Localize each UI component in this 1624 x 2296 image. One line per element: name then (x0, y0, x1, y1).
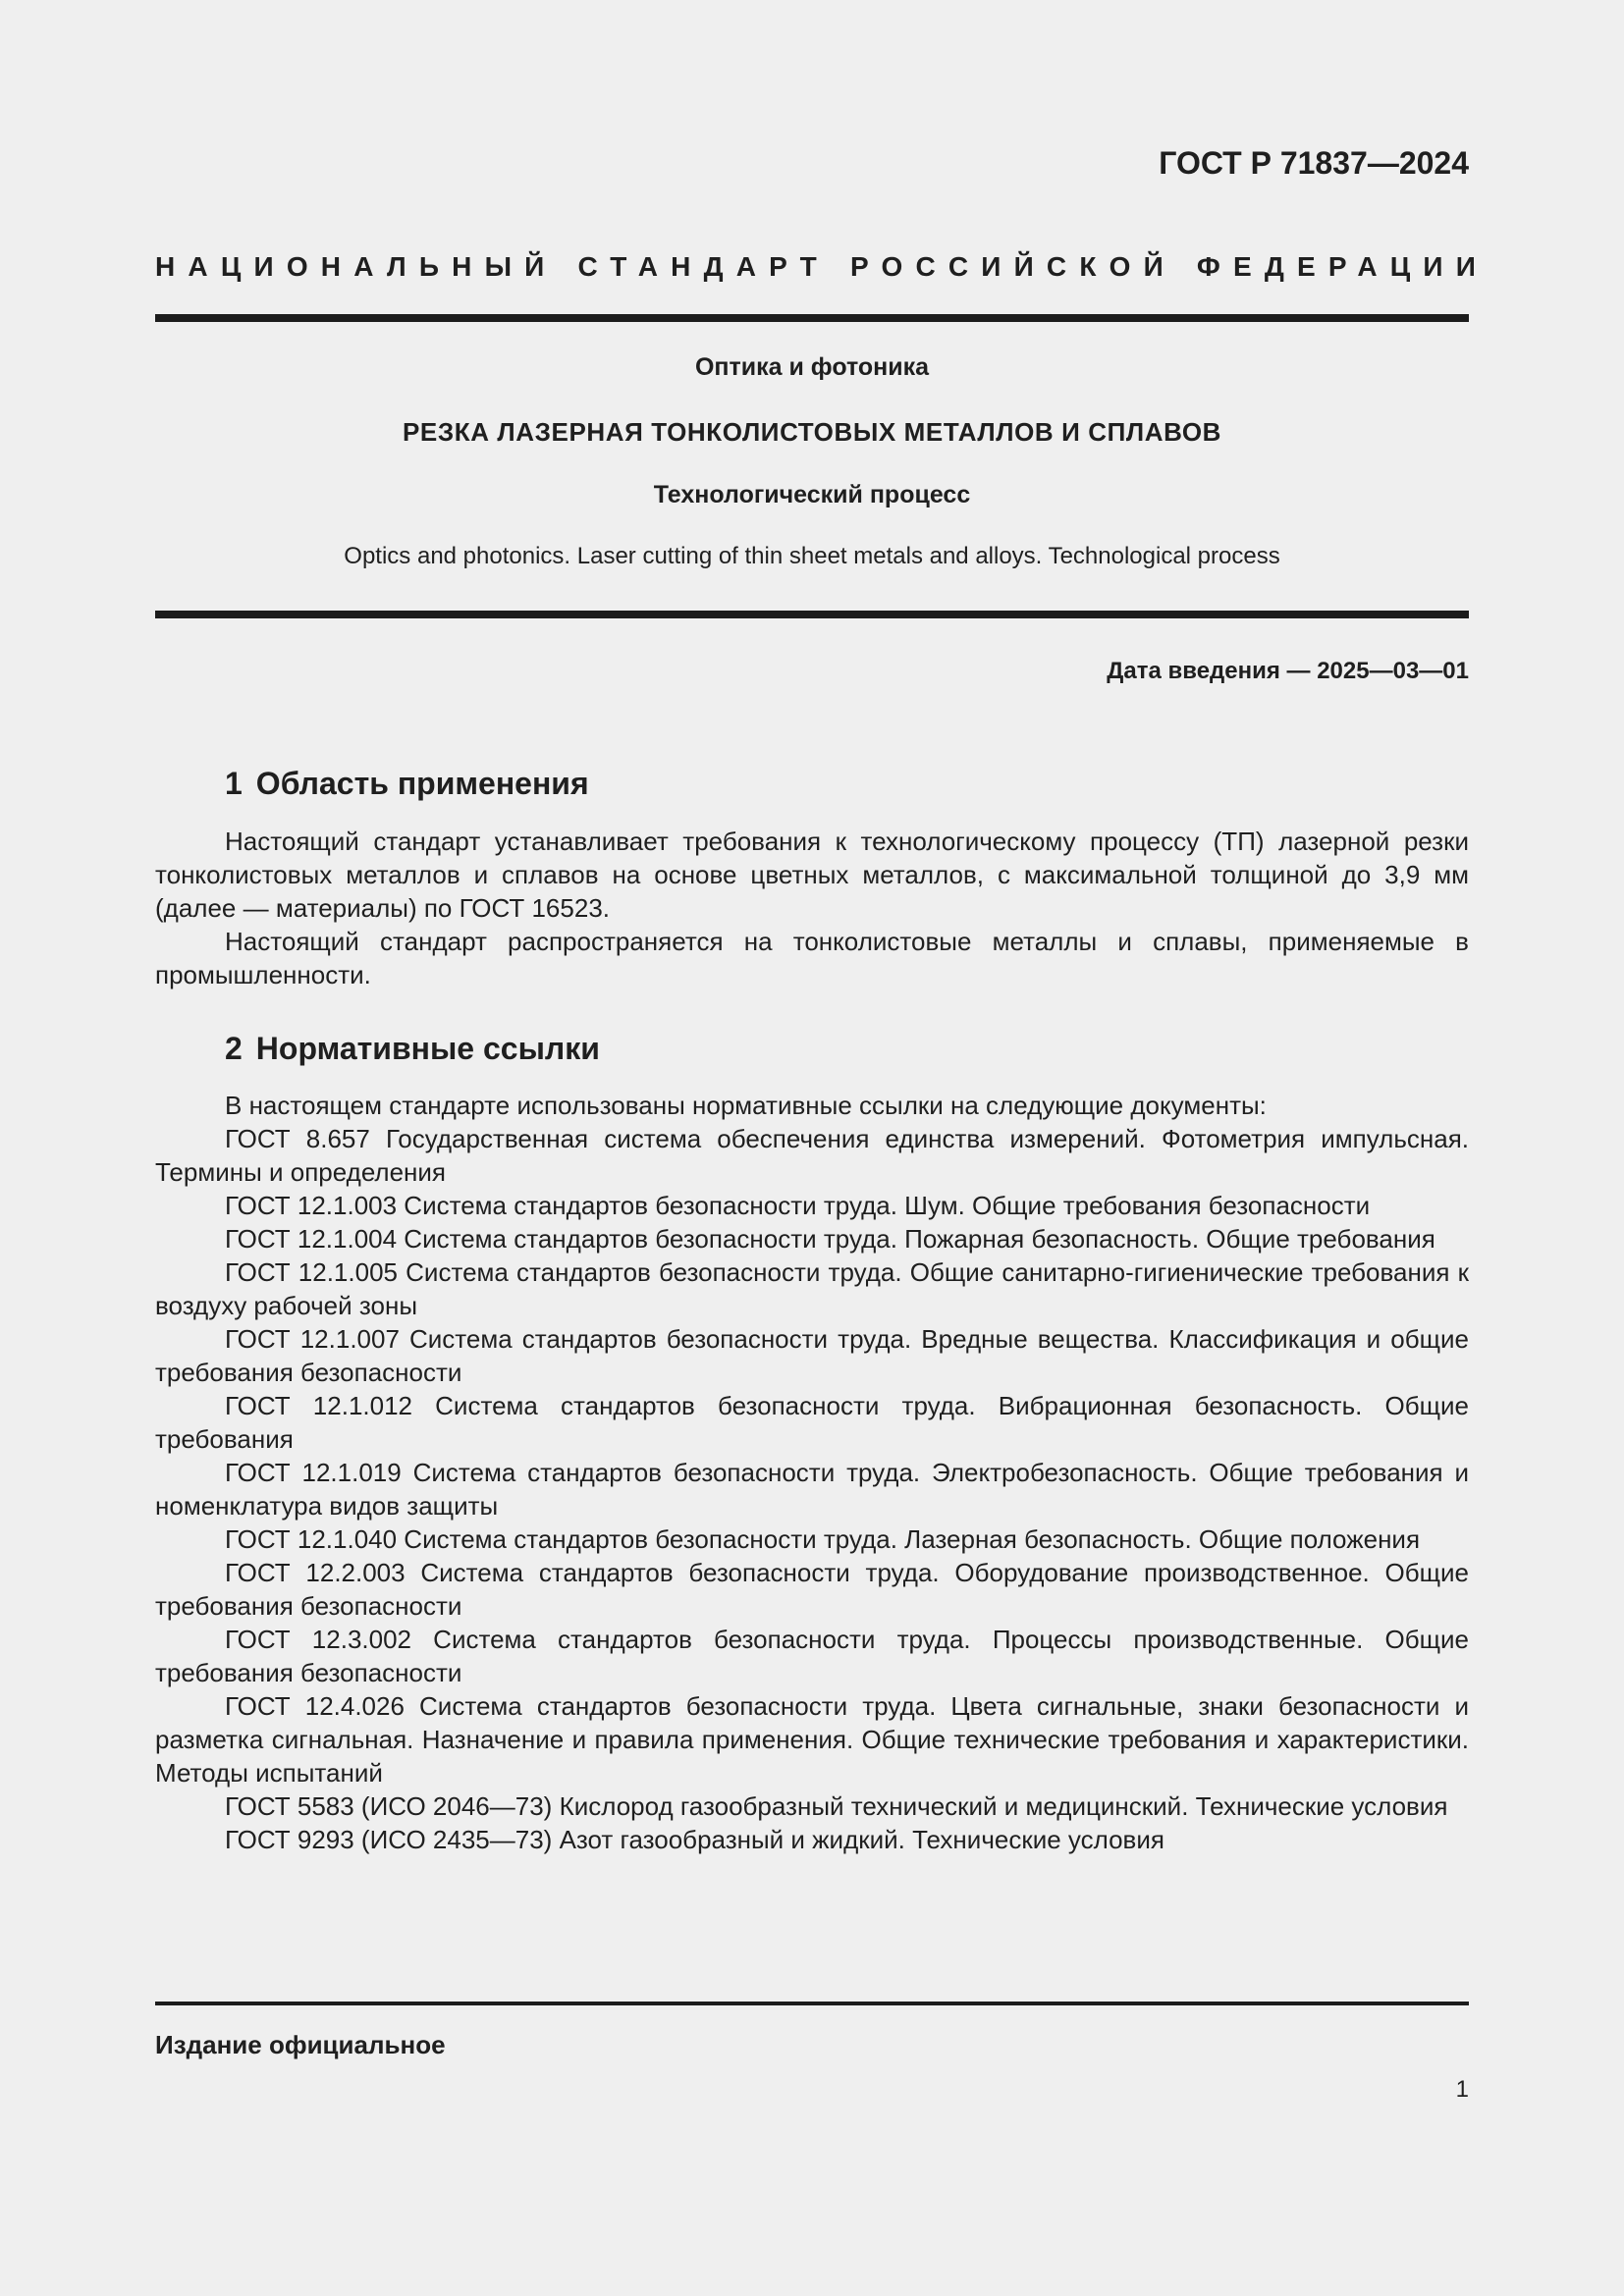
reference-list (155, 1122, 1469, 1856)
field-title: Оптика и фотоника (694, 353, 930, 381)
reference-item: ГОСТ 12.1.005 Система стандартов безопасности труда. Общие санитарно-гигиенические требования к воздуху рабочей зоны (155, 1257, 1469, 1320)
reference-item: ГОСТ 12.4.026 Система стандартов безопасности труда. Цвета сигнальные, знаки безопасности и разметка сигнальная. Назначение и правила применения. Общие технические требования и характеристики. Методы испытаний (155, 1691, 1469, 1788)
edition-label: Издание официальное (155, 2030, 446, 2059)
reference-item: ГОСТ 12.1.040 Система стандартов безопасности труда. Лазерная безопасность. Общие положения (225, 1524, 1421, 1554)
document-number: ГОСТ Р 71837—2024 (1159, 145, 1469, 181)
reference-item: ГОСТ 12.2.003 Система стандартов безопасности труда. Оборудование производственное. Общие требования безопасности (155, 1558, 1469, 1621)
section-2-body (155, 1089, 1469, 1856)
section-2-intro: В настоящем стандарте использованы нормативные ссылки на следующие документы: (225, 1091, 1267, 1120)
reference-item: ГОСТ 12.3.002 Система стандартов безопасности труда. Процессы производственные. Общие требования безопасности (155, 1625, 1469, 1687)
reference-item: ГОСТ 12.1.019 Система стандартов безопасности труда. Электробезопасность. Общие требования и номенклатура видов защиты (155, 1458, 1469, 1521)
introduction-date: Дата введения — 2025—03—01 (1107, 658, 1469, 684)
reference-item: ГОСТ 12.1.003 Система стандартов безопасности труда. Шум. Общие требования безопасности (225, 1191, 1371, 1220)
page-number: 1 (1455, 2076, 1469, 2103)
section-2-title: Нормативные ссылки (255, 1031, 600, 1066)
section-1-paragraph: Настоящий стандарт распространяется на тонколистовые металлы и сплавы, применяемые в промышленности. (155, 927, 1469, 989)
reference-item: ГОСТ 12.1.004 Система стандартов безопасности труда. Пожарная безопасность. Общие требования (225, 1224, 1435, 1254)
main-title: РЕЗКА ЛАЗЕРНАЯ ТОНКОЛИСТОВЫХ МЕТАЛЛОВ И СПЛАВОВ (402, 417, 1222, 447)
section-1-paragraph: Настоящий стандарт устанавливает требования к технологическому процессу (ТП) лазерной резки тонколистовых металлов и сплавов на основе цветных металлов, с максимальной толщиной до 3,9 мм (далее — материалы) по ГОСТ 16523. (155, 827, 1469, 923)
reference-item: ГОСТ 12.1.012 Система стандартов безопасности труда. Вибрационная безопасность. Общие требования (155, 1391, 1469, 1454)
national-standard-heading: НАЦИОНАЛЬНЫЙ СТАНДАРТ РОССИЙСКОЙ ФЕДЕРАЦИИ (155, 251, 1489, 282)
section-2-number: 2 (225, 1031, 243, 1066)
section-1-heading (225, 766, 589, 802)
subtitle: Технологический процесс (653, 481, 971, 508)
reference-item: ГОСТ 8.657 Государственная система обеспечения единства измерений. Фотометрия импульсная. Термины и определения (155, 1124, 1469, 1187)
top-divider (155, 314, 1469, 322)
footer-divider (155, 2002, 1469, 2005)
reference-item: ГОСТ 12.1.007 Система стандартов безопасности труда. Вредные вещества. Классификация и общие требования безопасности (155, 1324, 1469, 1387)
section-1-number: 1 (225, 766, 243, 801)
section-1-body (155, 825, 1469, 991)
reference-item: ГОСТ 9293 (ИСО 2435—73) Азот газообразный и жидкий. Технические условия (225, 1825, 1164, 1854)
reference-item: ГОСТ 5583 (ИСО 2046—73) Кислород газообразный технический и медицинский. Технические условия (225, 1791, 1448, 1821)
section-1-title: Область применения (255, 766, 589, 801)
title-divider (155, 611, 1469, 618)
section-2-heading (225, 1031, 600, 1067)
english-title: Optics and photonics. Laser cutting of thin sheet metals and alloys. Technological process (344, 543, 1280, 569)
